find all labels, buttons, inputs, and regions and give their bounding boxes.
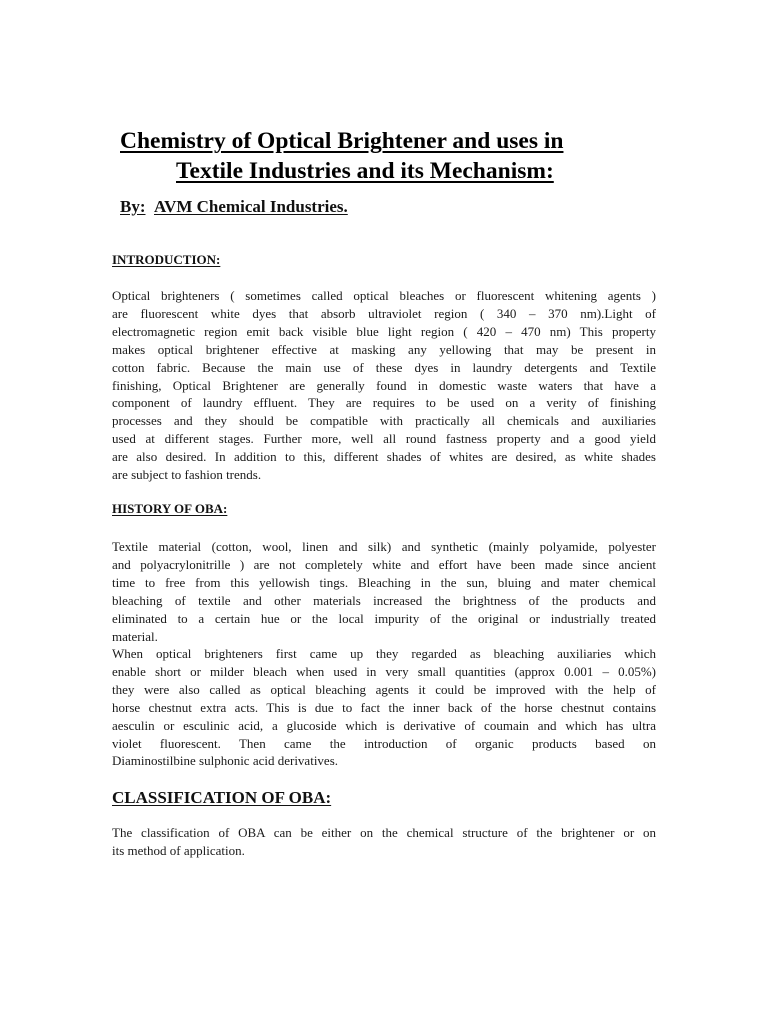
document-byline — [120, 196, 348, 218]
paragraph-line: Optical brighteners ( sometimes called optical bleaches or fluorescent whitening agents ) — [112, 288, 656, 303]
classification-heading: CLASSIFICATION OF OBA: — [112, 788, 332, 807]
paragraph-line: they were also called as optical bleaching agents it could be improved with the help of — [112, 681, 656, 697]
paragraph-line: eliminated to a certain hue or the local impurity of the original or industrially treated — [112, 610, 656, 626]
paragraph-line: makes optical brightener effective at masking any yellowing that may be present in — [112, 341, 656, 357]
paragraph-line: material. — [112, 628, 158, 644]
document-title — [120, 126, 680, 186]
paragraph-line: bleaching of textile and other materials increased the brightness of the products and — [112, 592, 656, 608]
paragraph-line: and polyacrylonitrille ) are not completely white and effort have been made since ancient — [112, 556, 656, 572]
paragraph-line: are subject to fashion trends. — [112, 467, 262, 483]
paragraph-line: enable short or milder bleach when used in very small quantities (approx 0.001 – 0.05%) — [112, 663, 656, 679]
paragraph-line: finishing, Optical Brightener are generally found in domestic waste waters that have a — [112, 377, 656, 393]
paragraph-line: processes and they should be compatible with practically all chemicals and auxiliaries — [112, 413, 656, 429]
paragraph-line: are also desired. In addition to this, different shades of whites are desired, as white shades — [112, 449, 656, 465]
paragraph-line: Textile material (cotton, wool, linen and silk) and synthetic (mainly polyamide, polyester — [112, 539, 656, 554]
paragraph-line: When optical brighteners first came up they regarded as bleaching auxiliaries which — [112, 646, 656, 661]
paragraph-line: horse chestnut extra acts. This is due to fact the inner back of the horse chestnut contains — [112, 699, 656, 715]
document-title-line-2: Textile Industries and its Mechanism: — [176, 158, 554, 184]
document-title-line-1: Chemistry of Optical Brightener and uses in — [120, 128, 564, 154]
paragraph-line: its method of application. — [112, 842, 245, 858]
paragraph-line: electromagnetic region emit back visible blue light region ( 420 – 470 nm) This property — [112, 323, 656, 339]
classification-paragraph — [112, 824, 656, 860]
history-heading: HISTORY OF OBA: — [112, 501, 228, 516]
byline-author: AVM Chemical Industries. — [154, 197, 348, 216]
paragraph-line: aesculin or esculinic acid, a glucoside which is derivative of coumain and which has ultra — [112, 717, 656, 733]
paragraph-line: cotton fabric. Because the main use of these dyes in laundry detergents and Textile — [112, 359, 656, 375]
paragraph-line: violet fluorescent. Then came the introduction of organic products based on — [112, 735, 656, 751]
history-paragraph-1 — [112, 538, 656, 645]
introduction-heading: INTRODUCTION: — [112, 252, 221, 267]
introduction-paragraph — [112, 287, 656, 484]
history-paragraph-2 — [112, 645, 656, 770]
byline-label: By: — [120, 197, 146, 216]
paragraph-line: The classification of OBA can be either on the chemical structure of the brightener or on — [112, 825, 656, 840]
paragraph-line: are fluorescent white dyes that absorb ultraviolet region ( 340 – 370 nm).Light of — [112, 305, 656, 321]
paragraph-line: Diaminostilbine sulphonic acid derivatives. — [112, 753, 339, 769]
paragraph-line: component of laundry effluent. They are requires to be used on a verity of finishing — [112, 395, 656, 411]
paragraph-line: time to free from this yellowish tings. Bleaching in the sun, bluing and mater chemical — [112, 574, 656, 590]
paragraph-line: used at different stages. Further more, well all round fastness property and a good yield — [112, 431, 656, 447]
